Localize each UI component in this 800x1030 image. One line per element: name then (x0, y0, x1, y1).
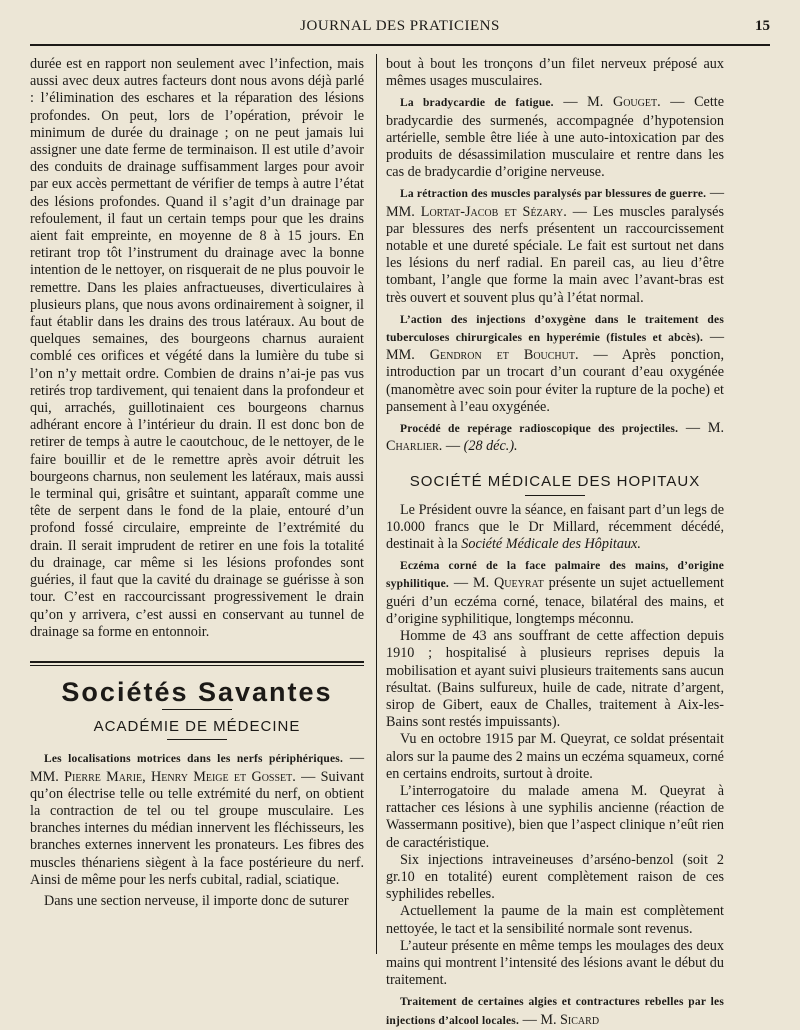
case-paragraph: Six injections intraveineuses d’arséno-benzol (soit 2 gr.10 en totalité) eurent complètement raison de ces syphilides rebelles. (386, 851, 724, 903)
entry-bradycardie (386, 94, 724, 181)
entry-text: Cette bradycardie des surmenés, accompagnée d’hypotension artérielle, semble être liée à une auto-intoxication par des produits de désassimilation musculaire et rentre dans les cas de bradycardie d’origine nerveuse. (386, 94, 725, 181)
page-number: 15 (755, 18, 770, 34)
entry-oxygene (386, 311, 724, 416)
entry-authors: — M. Gouget. — (563, 94, 685, 111)
entry-localisations (30, 750, 364, 889)
academy-rule (167, 739, 227, 740)
entry-heading: Traitement de certaines algies et contractures rebelles par les injections d’alcool locales. (386, 996, 724, 1027)
column-rule (376, 54, 377, 954)
entry-authors: — MM. Lortat-Jacob et Sézary. — (386, 185, 725, 220)
entry-heading: La bradycardie de fatigue. (400, 97, 554, 110)
journal-title: JOURNAL DES PRATICIENS (300, 18, 500, 34)
academy-title: ACADÉMIE DE MÉDECINE (93, 718, 301, 736)
entry-authors: — M. Charlier. — (386, 420, 724, 455)
case-paragraph: Vu en octobre 1915 par M. Queyrat, ce soldat présentait alors sur la paume des 2 mains un eczéma squameux, corné en certains endroits, surtout à droite. (386, 731, 724, 782)
section-divider (30, 661, 364, 666)
entry-authors: — MM. Pierre Marie, Henry Meige et Gosset. — (30, 750, 364, 785)
title-rule (162, 709, 232, 710)
entry-text: Après ponction, introduction par un trocart d’un courant d’eau oxygénée (manomètre avec soin pour éviter la rupture de la poche) et pansement à l’eau oxygénée. (386, 347, 724, 415)
entry-date: (28 déc.). (463, 438, 518, 455)
society-rule (525, 495, 585, 496)
society-name: Société Médicale des Hôpitaux. (461, 536, 641, 553)
continuation-text: bout à bout les tronçons d’un filet nerveux préposé aux mêmes usages musculaires. (386, 56, 724, 90)
last-line: Dans une section nerveuse, il importe donc de suturer (44, 892, 349, 909)
entry-heading: Les localisations motrices dans les nerfs périphériques. (44, 753, 344, 766)
section-title: Sociétés Savantes (61, 676, 333, 707)
entry-heading: L’action des injections d’oxygène dans le traitement des tuberculoses chirurgicales en hyperémie (fistules et abcès). (386, 313, 724, 345)
entry-text: présente un sujet actuellement guéri d’un eczéma corné, tenace, bilatéral des mains, et d’origine syphilitique, longtemps méconnu. (386, 575, 724, 627)
case-paragraph: L’auteur présente en même temps les moulages des deux mains qui montrent l’intensité des lésions avant le début du traitement. (386, 937, 724, 989)
drainage-paragraph: durée est en rapport non seulement avec l’infection, mais aussi avec deux autres facteurs dont nous avons déjà parlé : l’élimination des eschares et la réparation des lésions profondes. On peut, lors de l’opération, prévoir le minimum de durée du drainage ; on ne peut jamais lui assigner une date ferme de terminaison. Il est utile d’avoir des conduits de drainage suffisamment larges pour avoir par eux accès permettant de vérifier de temps à autre l’état des lésions profondes. Quand il s’agit d’un drainage par refoulement, il faut un certain temps pour que les drains aient fait empreinte, en moyenne de 8 à 15 jours. En retirant trop tôt l’instrument du drainage avec la bonne intention de le nettoyer, on risquerait de ne plus pouvoir le remettre. Dans les plaies anfractueuses, diverticulaires à plusieurs plans, que nous avons ordinairement à soigner, il faut établir dans les drains des trous latéraux. Au bout de quelques semaines, des bourgeons charnus auraient comblé ces orifices et végété dans la lumière du tube si l’on n’y mettait ordre. Combien de drains n’ai-je pas vus retirés trop tardivement, qui tenaient dans la profondeur et qui, arrachés, guillotinaient ces bourgeons charnus adhérant encore à l’intérieur du drain. Il est donc bon de retirer de temps à autre le caoutchouc, de le nettoyer, de le faire bouillir et de le remettre après avoir détruit les bourgeons charnus, non seulement les latéraux, mais aussi le terminal qui, grisâtre et suintant, apparaît comme une tête de serpent dans le fond de la plaie, entouré d’un profond fossé circulaire, empreinte de l’extrémité du drain. Il serait imprudent de retirer en une fois la totalité du drainage, car même si les lésions profondes sont guéries, il faut que la cavité du drainage se guérisse à son tour. C’est en raccourcissant progressivement le drain qu’on y arrivera, c’est aussi en conservant au tunnel de drainage sa forme en entonnoir. (30, 56, 364, 640)
entry-authors: — M. Sicard (522, 1011, 600, 1028)
entry-authors: — MM. Gendron et Bouchut. — (386, 329, 724, 364)
entry-heading: La rétraction des muscles paralysés par blessures de guerre. (400, 188, 707, 201)
society-intro-text: Le Président ouvre la séance, en faisant part d’un legs de 10.000 francs que le Dr Millard, récemment décédé, destinait à la (386, 501, 724, 553)
entry-reperage (386, 420, 724, 455)
entry-eczema (386, 557, 724, 628)
running-header (30, 16, 770, 42)
header-rule (30, 44, 770, 46)
entry-algies (386, 993, 724, 1029)
society-title: SOCIÉTÉ MÉDICALE DES HOPITAUX (409, 473, 701, 491)
entry-heading: Procédé de repérage radioscopique des projectiles. (400, 423, 679, 436)
right-column (386, 56, 724, 1030)
case-paragraph: L’interrogatoire du malade amena M. Queyrat à rattacher ces lésions à une syphilis ancienne (réaction de Wassermann positive), bien que l’aspect clinique n’eût rien de caractéristique. (386, 782, 724, 851)
society-intro (386, 502, 724, 554)
entry-text: Les muscles paralysés par blessures des nerfs présentent un raccourcissement notable et une dureté spéciale. Le fait est surtout net dans les lésions du nerf radial. En pareil cas, au lieu d’être tombant, l’angle que forme la main avec l’avant-bras est très ouvert et souvent plus qu’à l’état normal. (386, 203, 724, 306)
entry-text: Suivant qu’on électrise telle ou telle extrémité du nerf, on obtient la contraction de tel ou tel groupe musculaire. Les branches internes du médian innervent les fléchisseurs, les branches externes innervent les pronateurs. Les fibres des muscles thénariens siègent à la face postérieure du nerf. Ainsi de même pour les nerfs cubital, radial, sciatique. (30, 768, 365, 888)
case-paragraph: Actuellement la paume de la main est complètement nettoyée, le tact et la sensibilité normale sont revenus. (386, 903, 724, 937)
entry-retraction (386, 185, 724, 306)
left-column (30, 56, 364, 910)
case-paragraph: Homme de 43 ans souffrant de cette affection depuis 1910 ; hospitalisé à plusieurs reprises depuis la mobilisation et ayant suivi plusieurs traitements sans aucun résultat. (Bains sulfureux, huile de cade, nitrate d’argent, sirop de Gibert, eaux de Challes, traitement à Aix-les-Bains sont restés impuissants). (386, 628, 724, 731)
entry-authors: — M. Queyrat (453, 575, 544, 592)
entry-heading: Eczéma corné de la face palmaire des mains, d’origine syphilitique. (386, 560, 724, 591)
